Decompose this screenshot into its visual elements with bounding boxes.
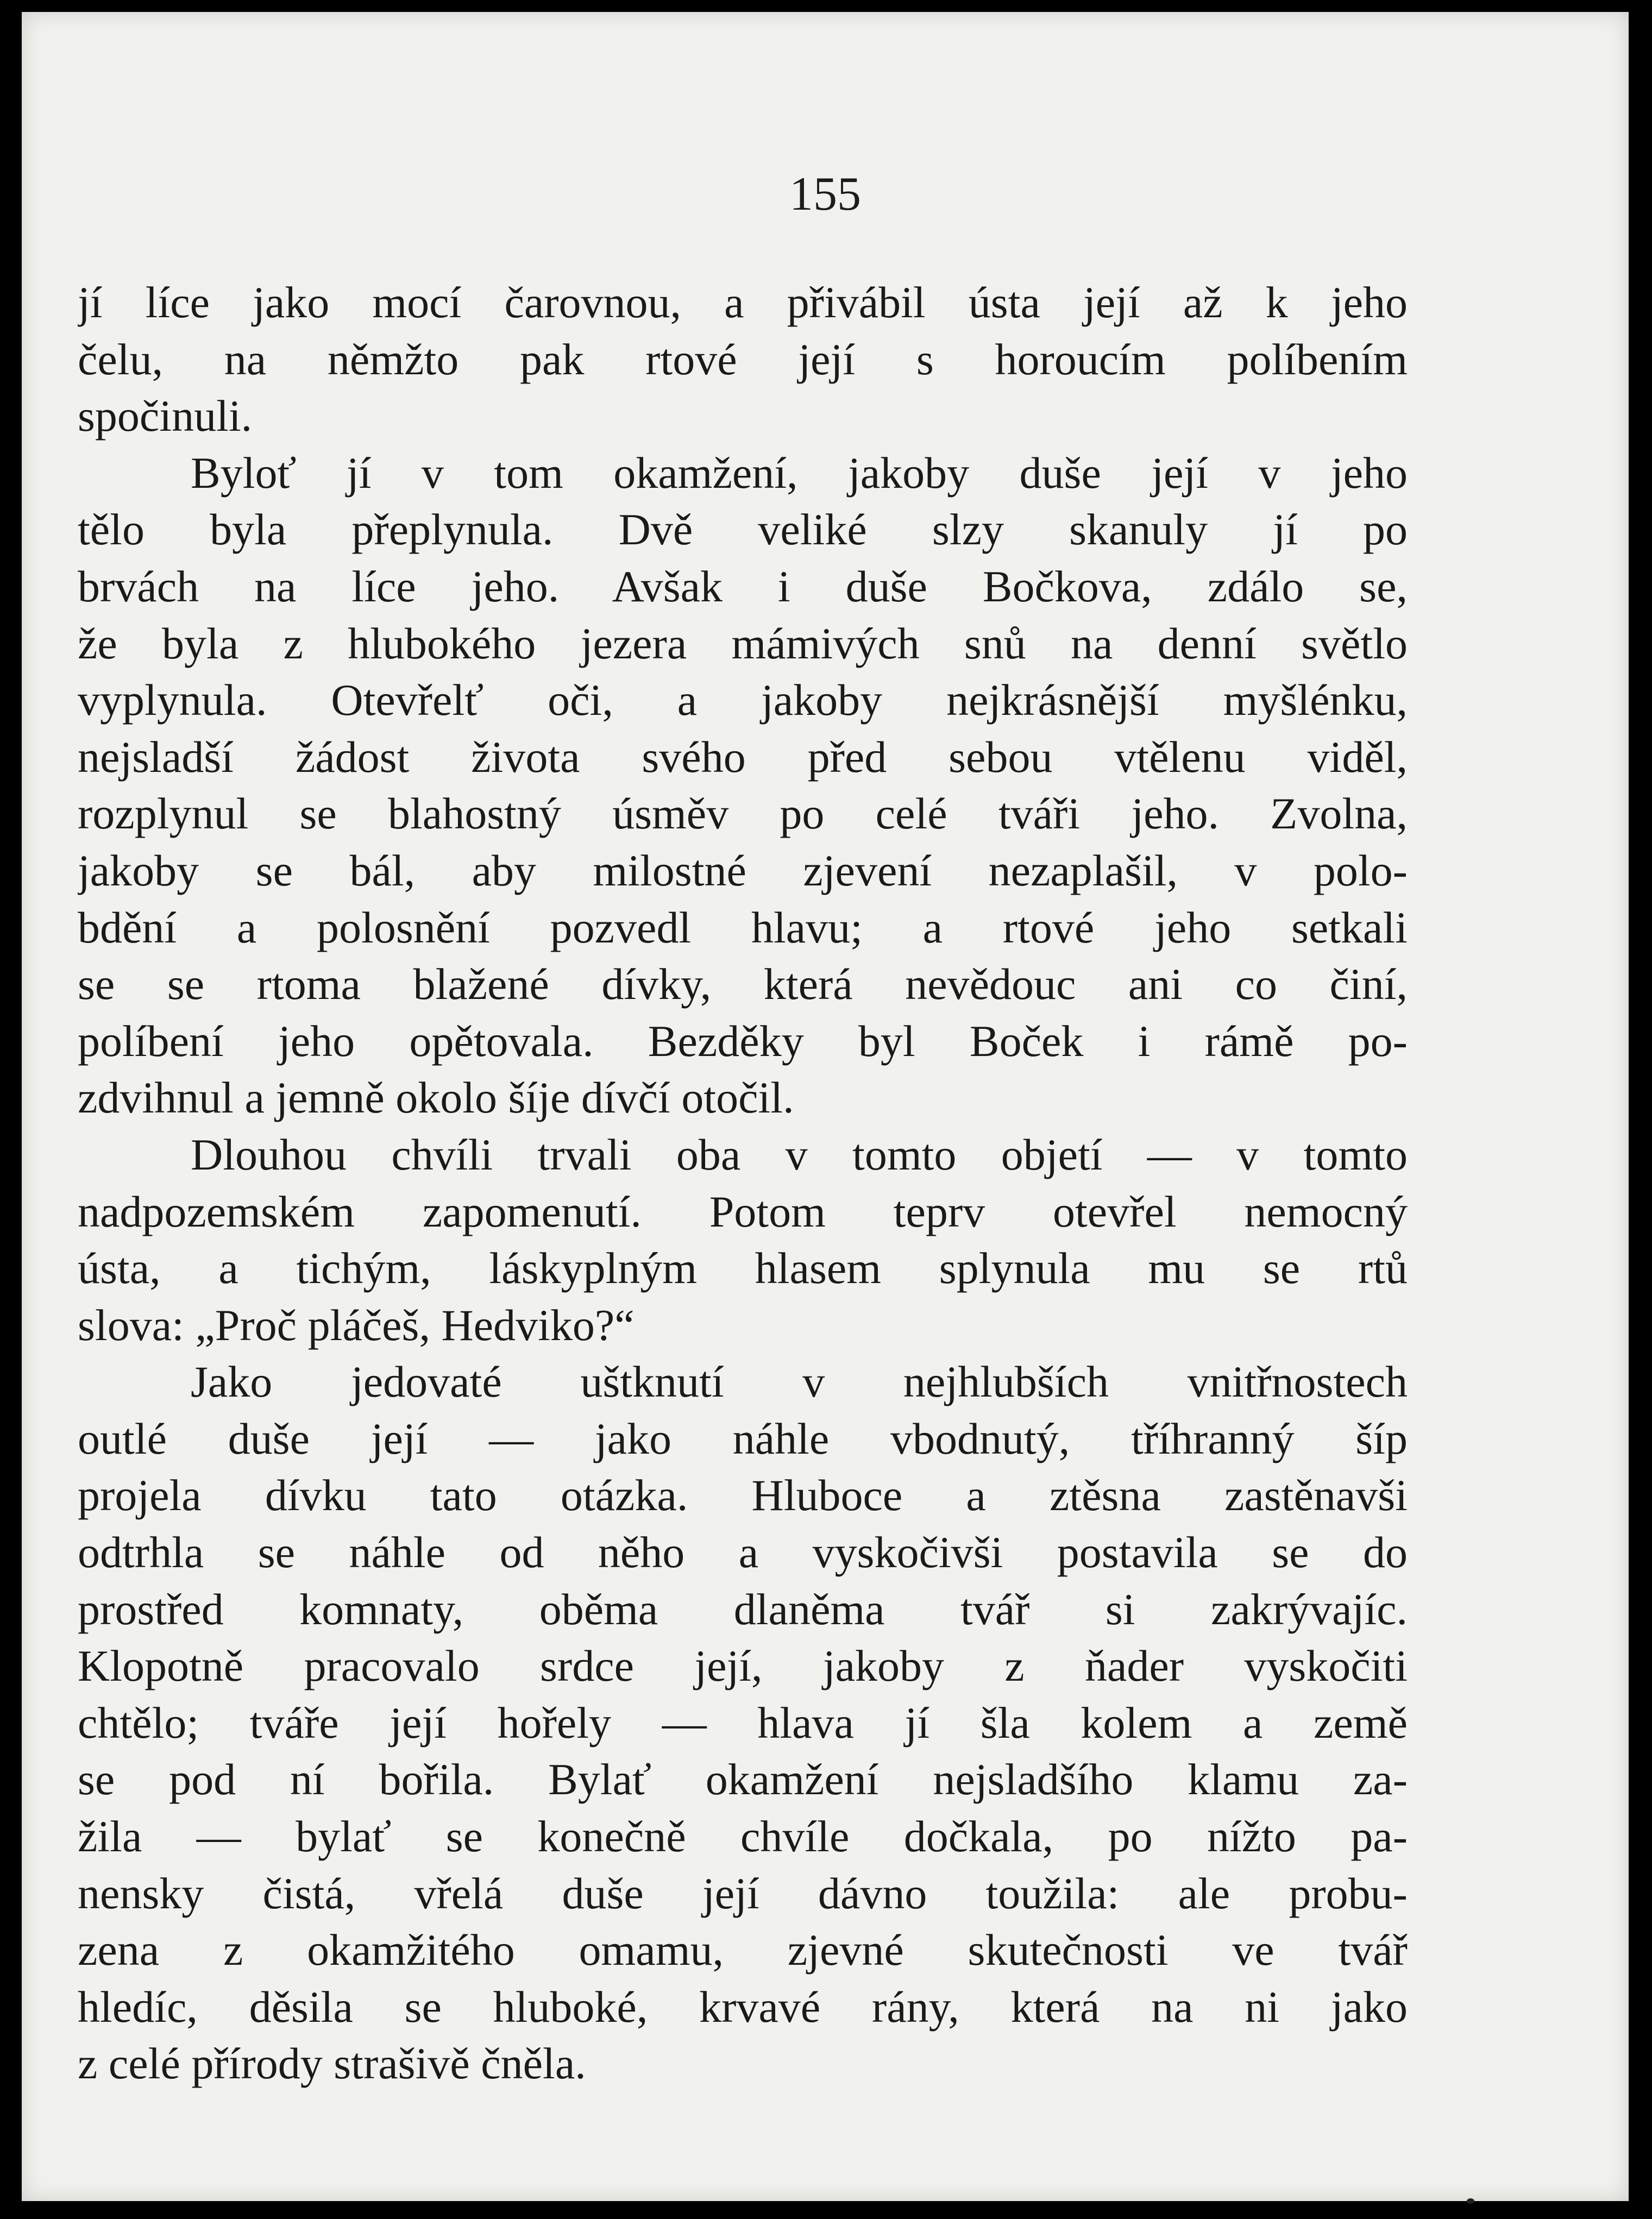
text-line: nadpozemském zapomenutí. Potom teprv otevřel nemocný — [78, 1186, 1408, 1236]
text-line: tělo byla přeplynula. Dvě veliké slzy skanuly jí po — [78, 505, 1408, 555]
text-line: chtělo; tváře její hořely — hlava jí šla kolem a země — [78, 1698, 1408, 1747]
text-line: z celé přírody strašivě čněla. — [78, 2039, 586, 2089]
text-line: brvách na líce jeho. Avšak i duše Bočkova, zdálo se, — [78, 561, 1408, 611]
ink-speck — [1467, 2198, 1474, 2204]
text-line: spočinuli. — [78, 391, 253, 441]
text-line: slova: „Proč pláčeš, Hedviko?“ — [78, 1300, 635, 1350]
text-line: zdvihnul a jemně okolo šíje dívčí otočil. — [78, 1073, 794, 1123]
text-line: se pod ní bořila. Bylať okamžení nejsladšího klamu za- — [78, 1755, 1408, 1805]
page-number: 155 — [789, 168, 861, 221]
text-line: Klopotně pracovalo srdce její, jakoby z ňader vyskočiti — [78, 1641, 1408, 1691]
text-line: nensky čistá, vřelá duše její dávno toužila: ale probu- — [78, 1868, 1408, 1918]
text-line: prostřed komnaty, oběma dlaněma tvář si zakrývajíc. — [78, 1584, 1408, 1634]
text-line: zena z okamžitého omamu, zjevné skutečnosti ve tvář — [78, 1925, 1408, 1975]
text-line: čelu, na němžto pak rtové její s horoucím políbením — [78, 334, 1408, 384]
text-line: vyplynula. Otevřelť oči, a jakoby nejkrásnější myšlénku, — [78, 675, 1408, 725]
text-line: Dlouhou chvíli trvali oba v tomto objetí — v tomto — [191, 1129, 1408, 1179]
text-line: bdění a polosnění pozvedl hlavu; a rtové jeho setkali — [78, 902, 1408, 952]
text-line: hledíc, děsila se hluboké, krvavé rány, která na ni jako — [78, 1982, 1408, 2032]
text-line: rozplynul se blahostný úsměv po celé tváři jeho. Zvolna, — [78, 789, 1408, 839]
text-line: jí líce jako mocí čarovnou, a přivábil ústa její až k jeho — [78, 278, 1408, 327]
text-line: políbení jeho opětovala. Bezděky byl Boček i rámě po- — [78, 1016, 1408, 1066]
text-line: nejsladší žádost života svého před sebou vtělenu viděl, — [78, 732, 1408, 782]
text-line: projela dívku tato otázka. Hluboce a ztěsna zastěnavši — [78, 1470, 1408, 1520]
text-line: Jako jedovaté uštknutí v nejhlubších vnitřnostech — [191, 1357, 1408, 1407]
body-text — [78, 274, 1408, 2092]
text-line: ústa, a tichým, láskyplným hlasem splynula mu se rtů — [78, 1243, 1408, 1293]
text-line: Byloť jí v tom okamžení, jakoby duše její v jeho — [191, 448, 1408, 498]
text-line: žila — bylať se konečně chvíle dočkala, po nížto pa- — [78, 1812, 1408, 1862]
text-line: že byla z hlubokého jezera mámivých snů na denní světlo — [78, 618, 1408, 668]
text-line: odtrhla se náhle od něho a vyskočivši postavila se do — [78, 1527, 1408, 1577]
book-page — [22, 12, 1629, 2201]
text-line: jakoby se bál, aby milostné zjevení nezaplašil, v polo- — [78, 845, 1408, 895]
text-line: se se rtoma blažené dívky, která nevědouc ani co činí, — [78, 959, 1408, 1009]
text-line: outlé duše její — jako náhle vbodnutý, tříhranný šíp — [78, 1413, 1408, 1463]
